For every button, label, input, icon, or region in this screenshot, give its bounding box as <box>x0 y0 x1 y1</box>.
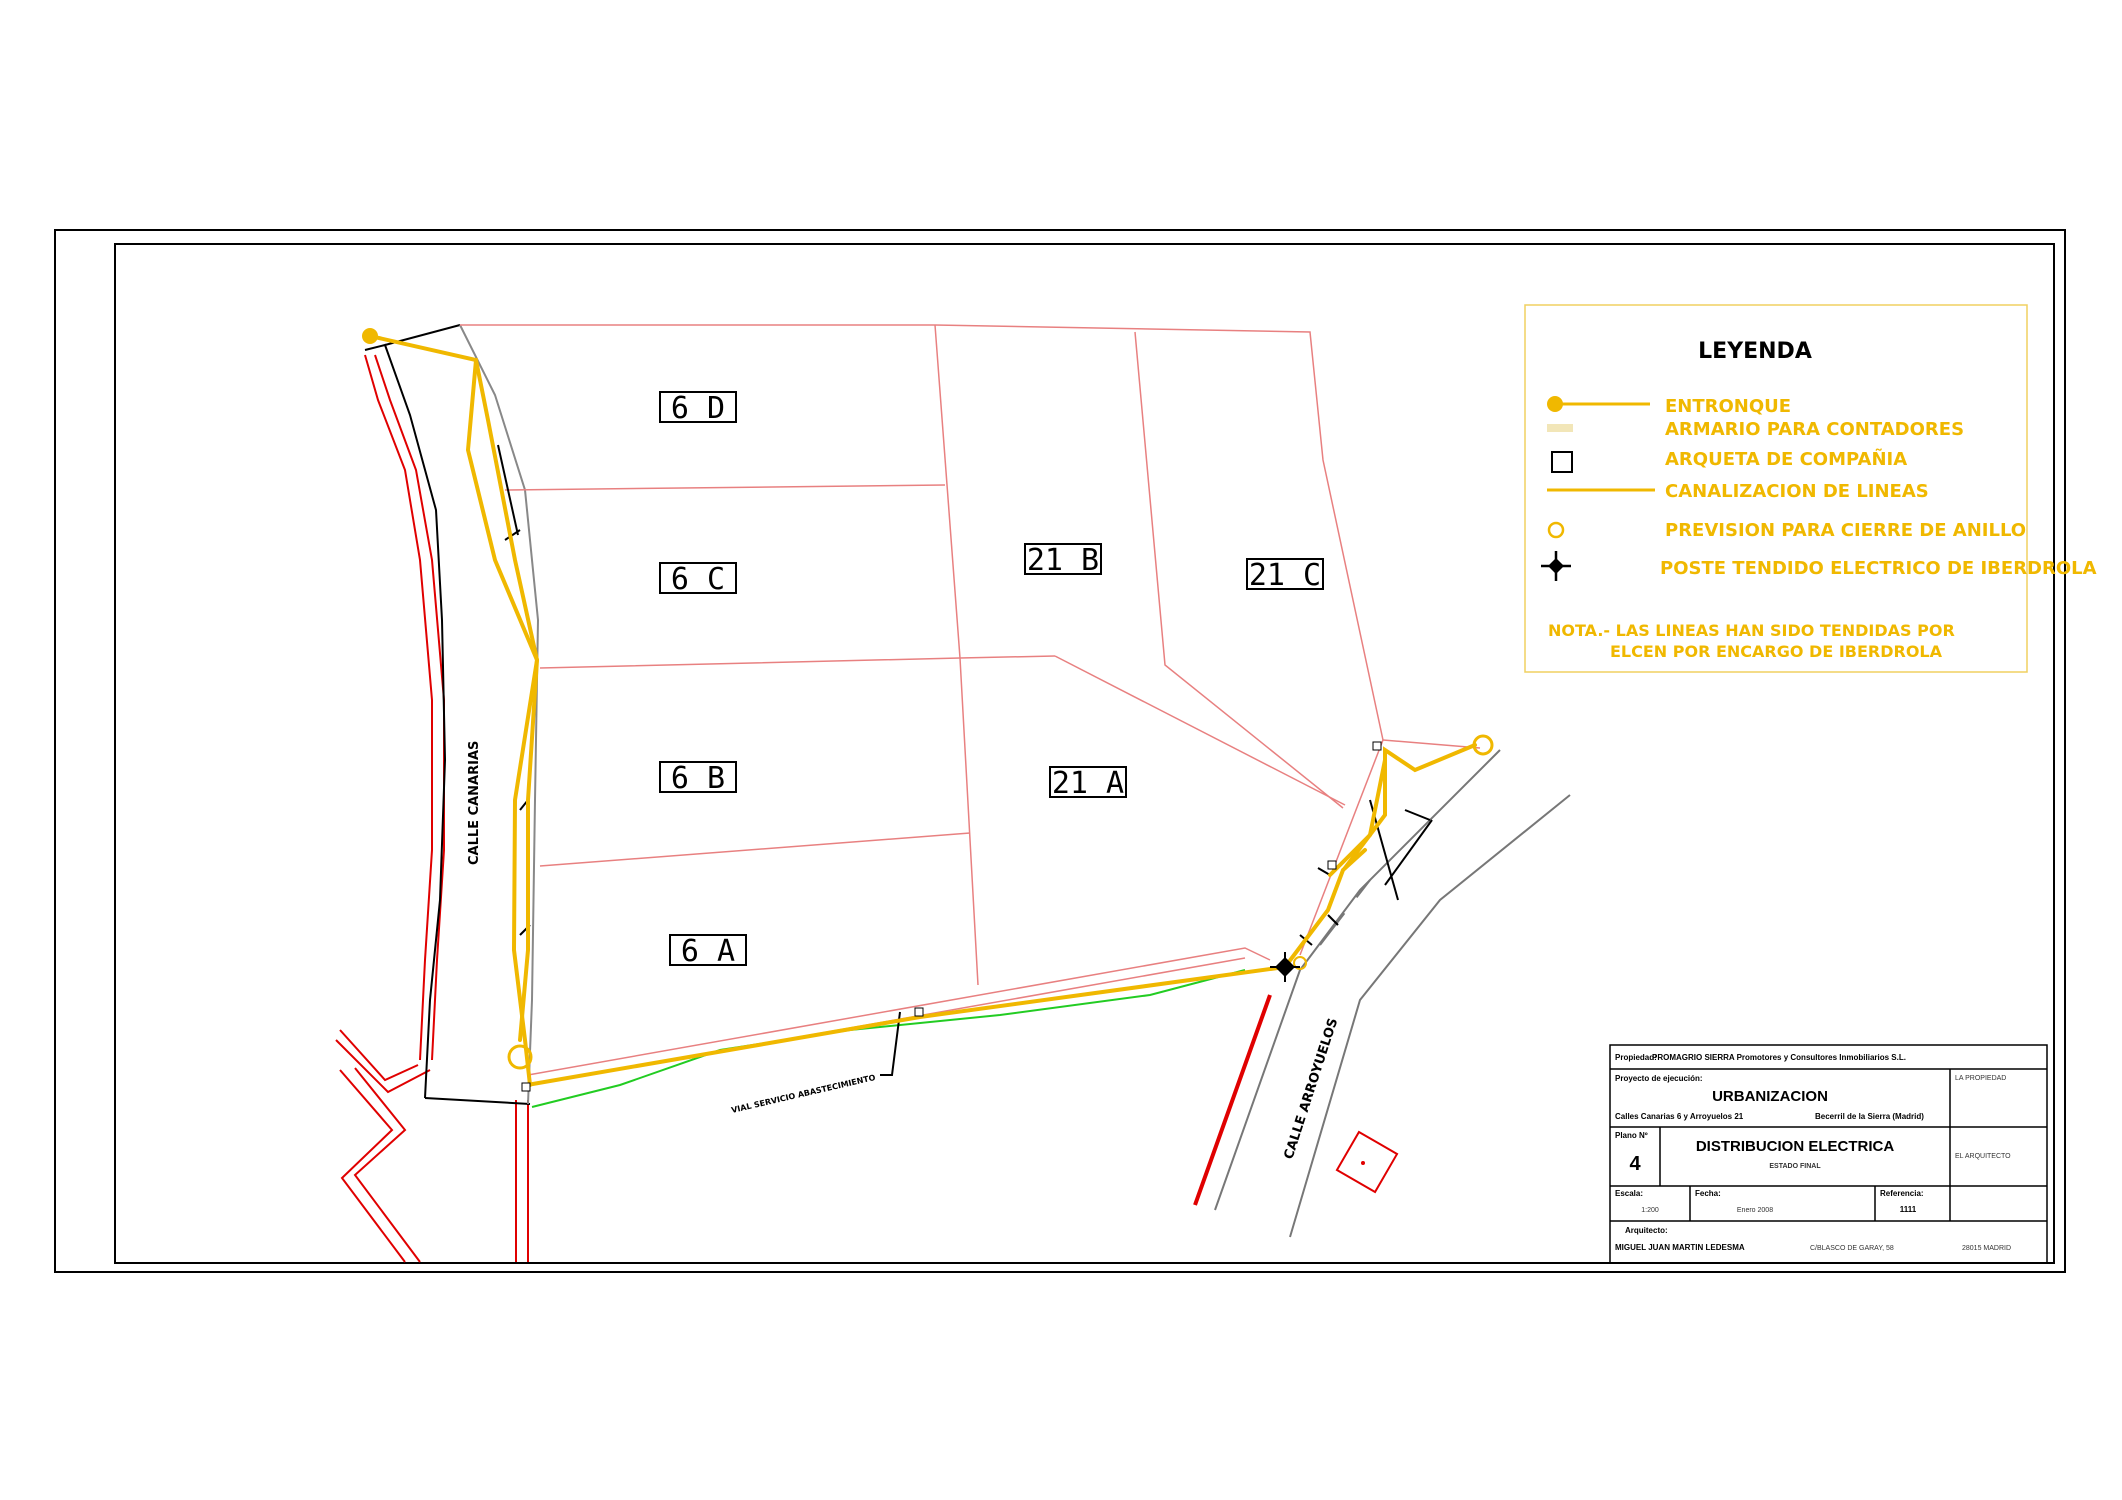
owner-value: PROMAGRIO SIERRA Promotores y Consultores Inmobiliarios S.L. <box>1652 1053 1906 1062</box>
legend-title: LEYENDA <box>1698 339 1812 364</box>
date-value: Enero 2008 <box>1736 1207 1774 1214</box>
la-propiedad-label: LA PROPIEDAD <box>1955 1075 2007 1082</box>
street-boundaries-left <box>336 355 528 1262</box>
arqueta-icon <box>1328 861 1336 869</box>
red-dot <box>1361 1161 1365 1165</box>
red-kerb-right <box>1195 995 1270 1205</box>
plan-subtitle: ESTADO FINAL <box>1769 1163 1821 1170</box>
plot-6c-label: 6 C <box>670 562 726 597</box>
arqueta-icon <box>1373 742 1381 750</box>
legend-item-entronque: ENTRONQUE <box>1665 396 1792 417</box>
legend-item-arqueta: ARQUETA DE COMPAÑIA <box>1665 449 1908 470</box>
project-value: URBANIZACION <box>1712 1088 1828 1105</box>
legend-item-anillo: PREVISION PARA CIERRE DE ANILLO <box>1665 520 2027 541</box>
vial-servicio-label: VIAL SERVICIO ABASTECIMIENTO <box>730 1072 877 1115</box>
plot-6d-label: 6 D <box>670 391 726 426</box>
owner-label: Propiedad: <box>1615 1053 1657 1062</box>
scale-label: Escala: <box>1615 1189 1644 1198</box>
arqueta-icon <box>522 1083 530 1091</box>
legend <box>1525 305 2097 672</box>
reference-value: 1111 <box>1899 1205 1917 1214</box>
plan-title: DISTRIBUCION ELECTRICA <box>1695 1138 1895 1155</box>
meter-cabinet-icon <box>1547 424 1573 432</box>
plot-21c-label: 21 C <box>1248 558 1322 593</box>
plot-boundaries <box>460 325 1480 1085</box>
plot-21a-label: 21 A <box>1051 766 1125 801</box>
scale-value: 1:200 <box>1641 1207 1659 1214</box>
outer-frame <box>55 230 2065 1272</box>
plot-labels <box>660 392 1323 965</box>
reference-label: Referencia: <box>1880 1189 1924 1198</box>
architect-address: C/BLASCO DE GARAY, 58 <box>1810 1245 1894 1252</box>
green-line <box>532 970 1245 1107</box>
project-address: Calles Canarias 6 y Arroyuelos 21 <box>1615 1112 1744 1121</box>
plan-number-label: Plano Nº <box>1615 1131 1648 1140</box>
calle-arroyuelos-label: CALLE ARROYUELOS <box>1281 1016 1342 1162</box>
plot-6a-label: 6 A <box>680 934 736 969</box>
architect-label: Arquitecto: <box>1625 1226 1668 1235</box>
calle-canarias-kerbs <box>365 325 538 1104</box>
el-arquitecto-label: EL ARQUITECTO <box>1955 1153 2011 1160</box>
project-location: Becerril de la Sierra (Madrid) <box>1815 1112 1924 1121</box>
arqueta-legend-icon <box>1552 452 1572 472</box>
legend-item-canalizacion: CANALIZACION DE LINEAS <box>1665 481 1929 502</box>
plot-6b-label: 6 B <box>670 761 726 796</box>
plan-number: 4 <box>1629 1153 1641 1175</box>
entronque-point-icon <box>362 328 378 344</box>
legend-item-poste: POSTE TENDIDO ELECTRICO DE IBERDROLA <box>1660 558 2097 579</box>
plot-21b-label: 21 B <box>1026 543 1100 578</box>
architect-name: MIGUEL JUAN MARTIN LEDESMA <box>1615 1243 1745 1252</box>
legend-item-armario: ARMARIO PARA CONTADORES <box>1665 419 1965 440</box>
pole-legend-icon <box>1541 551 1571 581</box>
date-label: Fecha: <box>1695 1189 1721 1198</box>
project-label: Proyecto de ejecución: <box>1615 1074 1703 1083</box>
calle-canarias-label: CALLE CANARIAS <box>467 740 482 865</box>
legend-note-line2: ELCEN POR ENCARGO DE IBERDROLA <box>1610 642 1943 661</box>
calle-arroyuelos-street <box>1215 750 1570 1237</box>
architect-city: 28015 MADRID <box>1962 1245 2012 1252</box>
arqueta-icon <box>915 1008 923 1016</box>
canalizacion-lines <box>370 336 1475 1085</box>
small-red-square <box>1337 1132 1397 1192</box>
legend-note-line1: NOTA.- LAS LINEAS HAN SIDO TENDIDAS POR <box>1548 621 1955 640</box>
iberdrola-pole-icon <box>1270 952 1300 982</box>
ring-closure-legend-icon <box>1549 523 1563 537</box>
